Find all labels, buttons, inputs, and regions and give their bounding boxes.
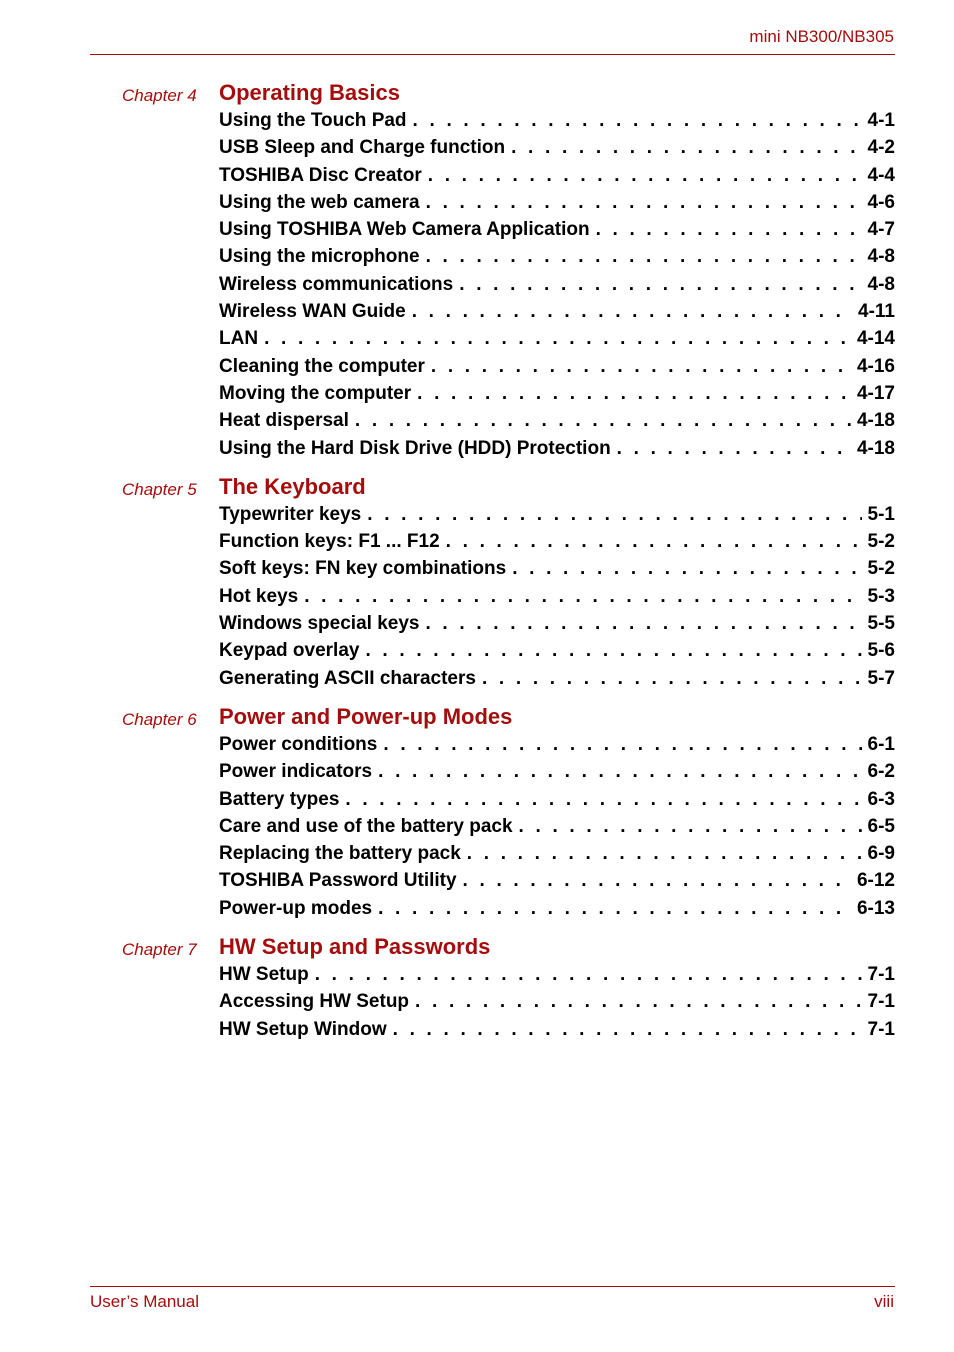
dot-leader: [425, 610, 861, 637]
dot-leader: [367, 501, 861, 528]
toc-entry[interactable]: [219, 243, 895, 270]
dot-leader: [428, 162, 862, 189]
toc-entry-page: 6-12: [856, 870, 895, 892]
toc-entry-title: Replacing the battery pack: [219, 843, 461, 865]
toc-entry[interactable]: [219, 189, 895, 216]
toc-entry[interactable]: [219, 813, 895, 840]
toc-entry[interactable]: [219, 895, 895, 922]
running-header-title: mini NB300/NB305: [749, 27, 894, 46]
toc-entry-page: 5-6: [867, 640, 895, 662]
toc-entry-page: 5-1: [867, 503, 895, 525]
dot-leader: [426, 189, 862, 216]
toc-entry-page: 6-2: [867, 761, 895, 783]
toc-entry[interactable]: [219, 216, 895, 243]
toc-entry-page: 6-3: [867, 788, 895, 810]
dot-leader: [365, 637, 861, 664]
toc-entry-title: LAN: [219, 328, 259, 350]
toc-chapter: [0, 79, 954, 462]
toc-entry[interactable]: [219, 435, 895, 462]
toc-entry-page: 4-18: [856, 410, 895, 432]
toc-chapter: [0, 473, 954, 692]
toc-entry-title: Windows special keys: [219, 613, 420, 635]
toc-entry-title: Typewriter keys: [219, 503, 362, 525]
dot-leader: [315, 961, 862, 988]
toc-entry-page: 4-1: [867, 110, 895, 131]
dot-leader: [596, 216, 862, 243]
table-of-contents: [0, 79, 954, 1054]
toc-entry-page: 7-1: [867, 1018, 895, 1040]
toc-entry[interactable]: [219, 325, 895, 352]
toc-entry[interactable]: [219, 610, 895, 637]
chapter-entries: [219, 731, 895, 922]
toc-entry-title: Using the web camera: [219, 191, 420, 213]
toc-entry-title: Power indicators: [219, 761, 373, 783]
dot-leader: [459, 271, 861, 298]
toc-entry-title: Wireless WAN Guide: [219, 301, 406, 323]
chapter-entries: [219, 501, 895, 692]
dot-leader: [412, 298, 852, 325]
footer-rule: [90, 1286, 895, 1287]
toc-entry[interactable]: [219, 353, 895, 380]
toc-entry-page: 5-5: [867, 613, 895, 635]
toc-entry-page: 5-2: [867, 558, 895, 580]
toc-entry[interactable]: [219, 501, 895, 528]
dot-leader: [426, 243, 862, 270]
dot-leader: [417, 380, 851, 407]
toc-entry-title: Accessing HW Setup: [219, 991, 410, 1013]
toc-entry[interactable]: [219, 555, 895, 582]
toc-entry-title: Moving the computer: [219, 382, 412, 404]
toc-chapter: [0, 703, 954, 922]
chapter-entries: [219, 961, 895, 1043]
toc-entry-page: 5-7: [867, 667, 895, 689]
toc-entry-page: 4-11: [858, 301, 895, 323]
chapter-title[interactable]: HW Setup and Passwords: [219, 934, 491, 960]
dot-leader: [511, 134, 861, 161]
toc-entry[interactable]: [219, 107, 895, 134]
dot-leader: [264, 325, 851, 352]
toc-entry-title: Power conditions: [219, 733, 378, 755]
dot-leader: [617, 435, 851, 462]
toc-entry-page: 4-16: [856, 355, 895, 377]
chapter-title[interactable]: The Keyboard: [219, 473, 366, 499]
dot-leader: [519, 813, 862, 840]
toc-entry-title: HW Setup Window: [219, 1018, 387, 1040]
toc-entry-page: 4-14: [856, 328, 895, 350]
toc-entry[interactable]: [219, 271, 895, 298]
toc-entry-page: 4-18: [856, 437, 895, 459]
toc-entry-title: Care and use of the battery pack: [219, 815, 513, 837]
toc-entry-title: Battery types: [219, 788, 340, 810]
dot-leader: [512, 555, 861, 582]
toc-entry-title: Using the microphone: [219, 246, 420, 268]
header-rule: [90, 54, 895, 55]
toc-entry-title: Soft keys: FN key combinations: [219, 558, 507, 580]
toc-entry[interactable]: [219, 867, 895, 894]
toc-entry[interactable]: [219, 583, 895, 610]
toc-entry-page: 4-6: [867, 191, 895, 213]
page-number: viii: [874, 1292, 894, 1311]
toc-entry[interactable]: [219, 840, 895, 867]
toc-entry-title: Generating ASCII characters: [219, 667, 476, 689]
toc-entry-page: 5-2: [867, 531, 895, 553]
toc-entry-page: 6-1: [867, 733, 895, 755]
toc-entry[interactable]: [219, 665, 895, 692]
dot-leader: [355, 407, 851, 434]
toc-entry-title: Wireless communications: [219, 273, 454, 295]
dot-leader: [431, 353, 851, 380]
dot-leader: [378, 895, 851, 922]
toc-entry-title: Function keys: F1 ... F12: [219, 531, 440, 553]
dot-leader: [463, 867, 851, 894]
toc-entry[interactable]: [219, 1016, 895, 1043]
toc-entry-page: 4-4: [867, 164, 895, 186]
toc-entry-title: Power-up modes: [219, 897, 373, 919]
toc-entry[interactable]: [219, 380, 895, 407]
toc-entry-page: 4-7: [867, 219, 895, 241]
toc-entry-title: Using the Touch Pad: [219, 110, 407, 131]
toc-entry-page: 4-17: [856, 382, 895, 404]
toc-entry-title: Using the Hard Disk Drive (HDD) Protection: [219, 437, 611, 459]
dot-leader: [383, 731, 861, 758]
toc-entry[interactable]: [219, 731, 895, 758]
toc-entry[interactable]: [219, 637, 895, 664]
toc-entry-title: HW Setup: [219, 964, 309, 986]
toc-entry-title: Heat dispersal: [219, 410, 349, 432]
toc-entry-page: 7-1: [867, 964, 895, 986]
dot-leader: [415, 988, 861, 1015]
toc-entry[interactable]: [219, 961, 895, 988]
toc-entry-page: 7-1: [867, 991, 895, 1013]
chapter-label: Chapter 5: [122, 479, 197, 499]
toc-entry-page: 4-8: [867, 273, 895, 295]
chapter-title[interactable]: Operating Basics: [219, 80, 400, 105]
toc-entry[interactable]: [219, 162, 895, 189]
toc-entry-page: 4-8: [867, 246, 895, 268]
toc-entry-page: 6-13: [856, 897, 895, 919]
footer-manual-title: User’s Manual: [90, 1292, 199, 1311]
toc-chapter: [0, 933, 954, 1043]
toc-entry[interactable]: [219, 786, 895, 813]
toc-entry-title: TOSHIBA Disc Creator: [219, 164, 422, 186]
toc-entry[interactable]: [219, 758, 895, 785]
chapter-label: Chapter 4: [122, 86, 197, 105]
dot-leader: [393, 1016, 862, 1043]
dot-leader: [446, 528, 862, 555]
toc-entry[interactable]: [219, 528, 895, 555]
dot-leader: [378, 758, 861, 785]
toc-entry-page: 6-9: [867, 843, 895, 865]
toc-entry[interactable]: [219, 988, 895, 1015]
toc-entry-title: USB Sleep and Charge function: [219, 137, 506, 159]
toc-entry-title: Keypad overlay: [219, 640, 360, 662]
toc-entry-title: Cleaning the computer: [219, 355, 425, 377]
dot-leader: [482, 665, 862, 692]
toc-entry-page: 6-5: [867, 815, 895, 837]
toc-entry-title: Using TOSHIBA Web Camera Application: [219, 219, 590, 241]
dot-leader: [413, 107, 862, 134]
toc-entry-page: 4-2: [867, 137, 895, 159]
chapter-label: Chapter 6: [122, 709, 197, 729]
toc-entry[interactable]: [219, 134, 895, 161]
toc-entry-title: Hot keys: [219, 585, 299, 607]
toc-entry-page: 5-3: [867, 585, 895, 607]
chapter-entries: [219, 107, 895, 462]
toc-entry-title: TOSHIBA Password Utility: [219, 870, 457, 892]
chapter-title[interactable]: Power and Power-up Modes: [219, 703, 513, 729]
toc-entry[interactable]: [219, 407, 895, 434]
toc-entry[interactable]: [219, 298, 895, 325]
dot-leader: [467, 840, 862, 867]
dot-leader: [345, 786, 861, 813]
dot-leader: [304, 583, 861, 610]
chapter-label: Chapter 7: [122, 940, 197, 960]
